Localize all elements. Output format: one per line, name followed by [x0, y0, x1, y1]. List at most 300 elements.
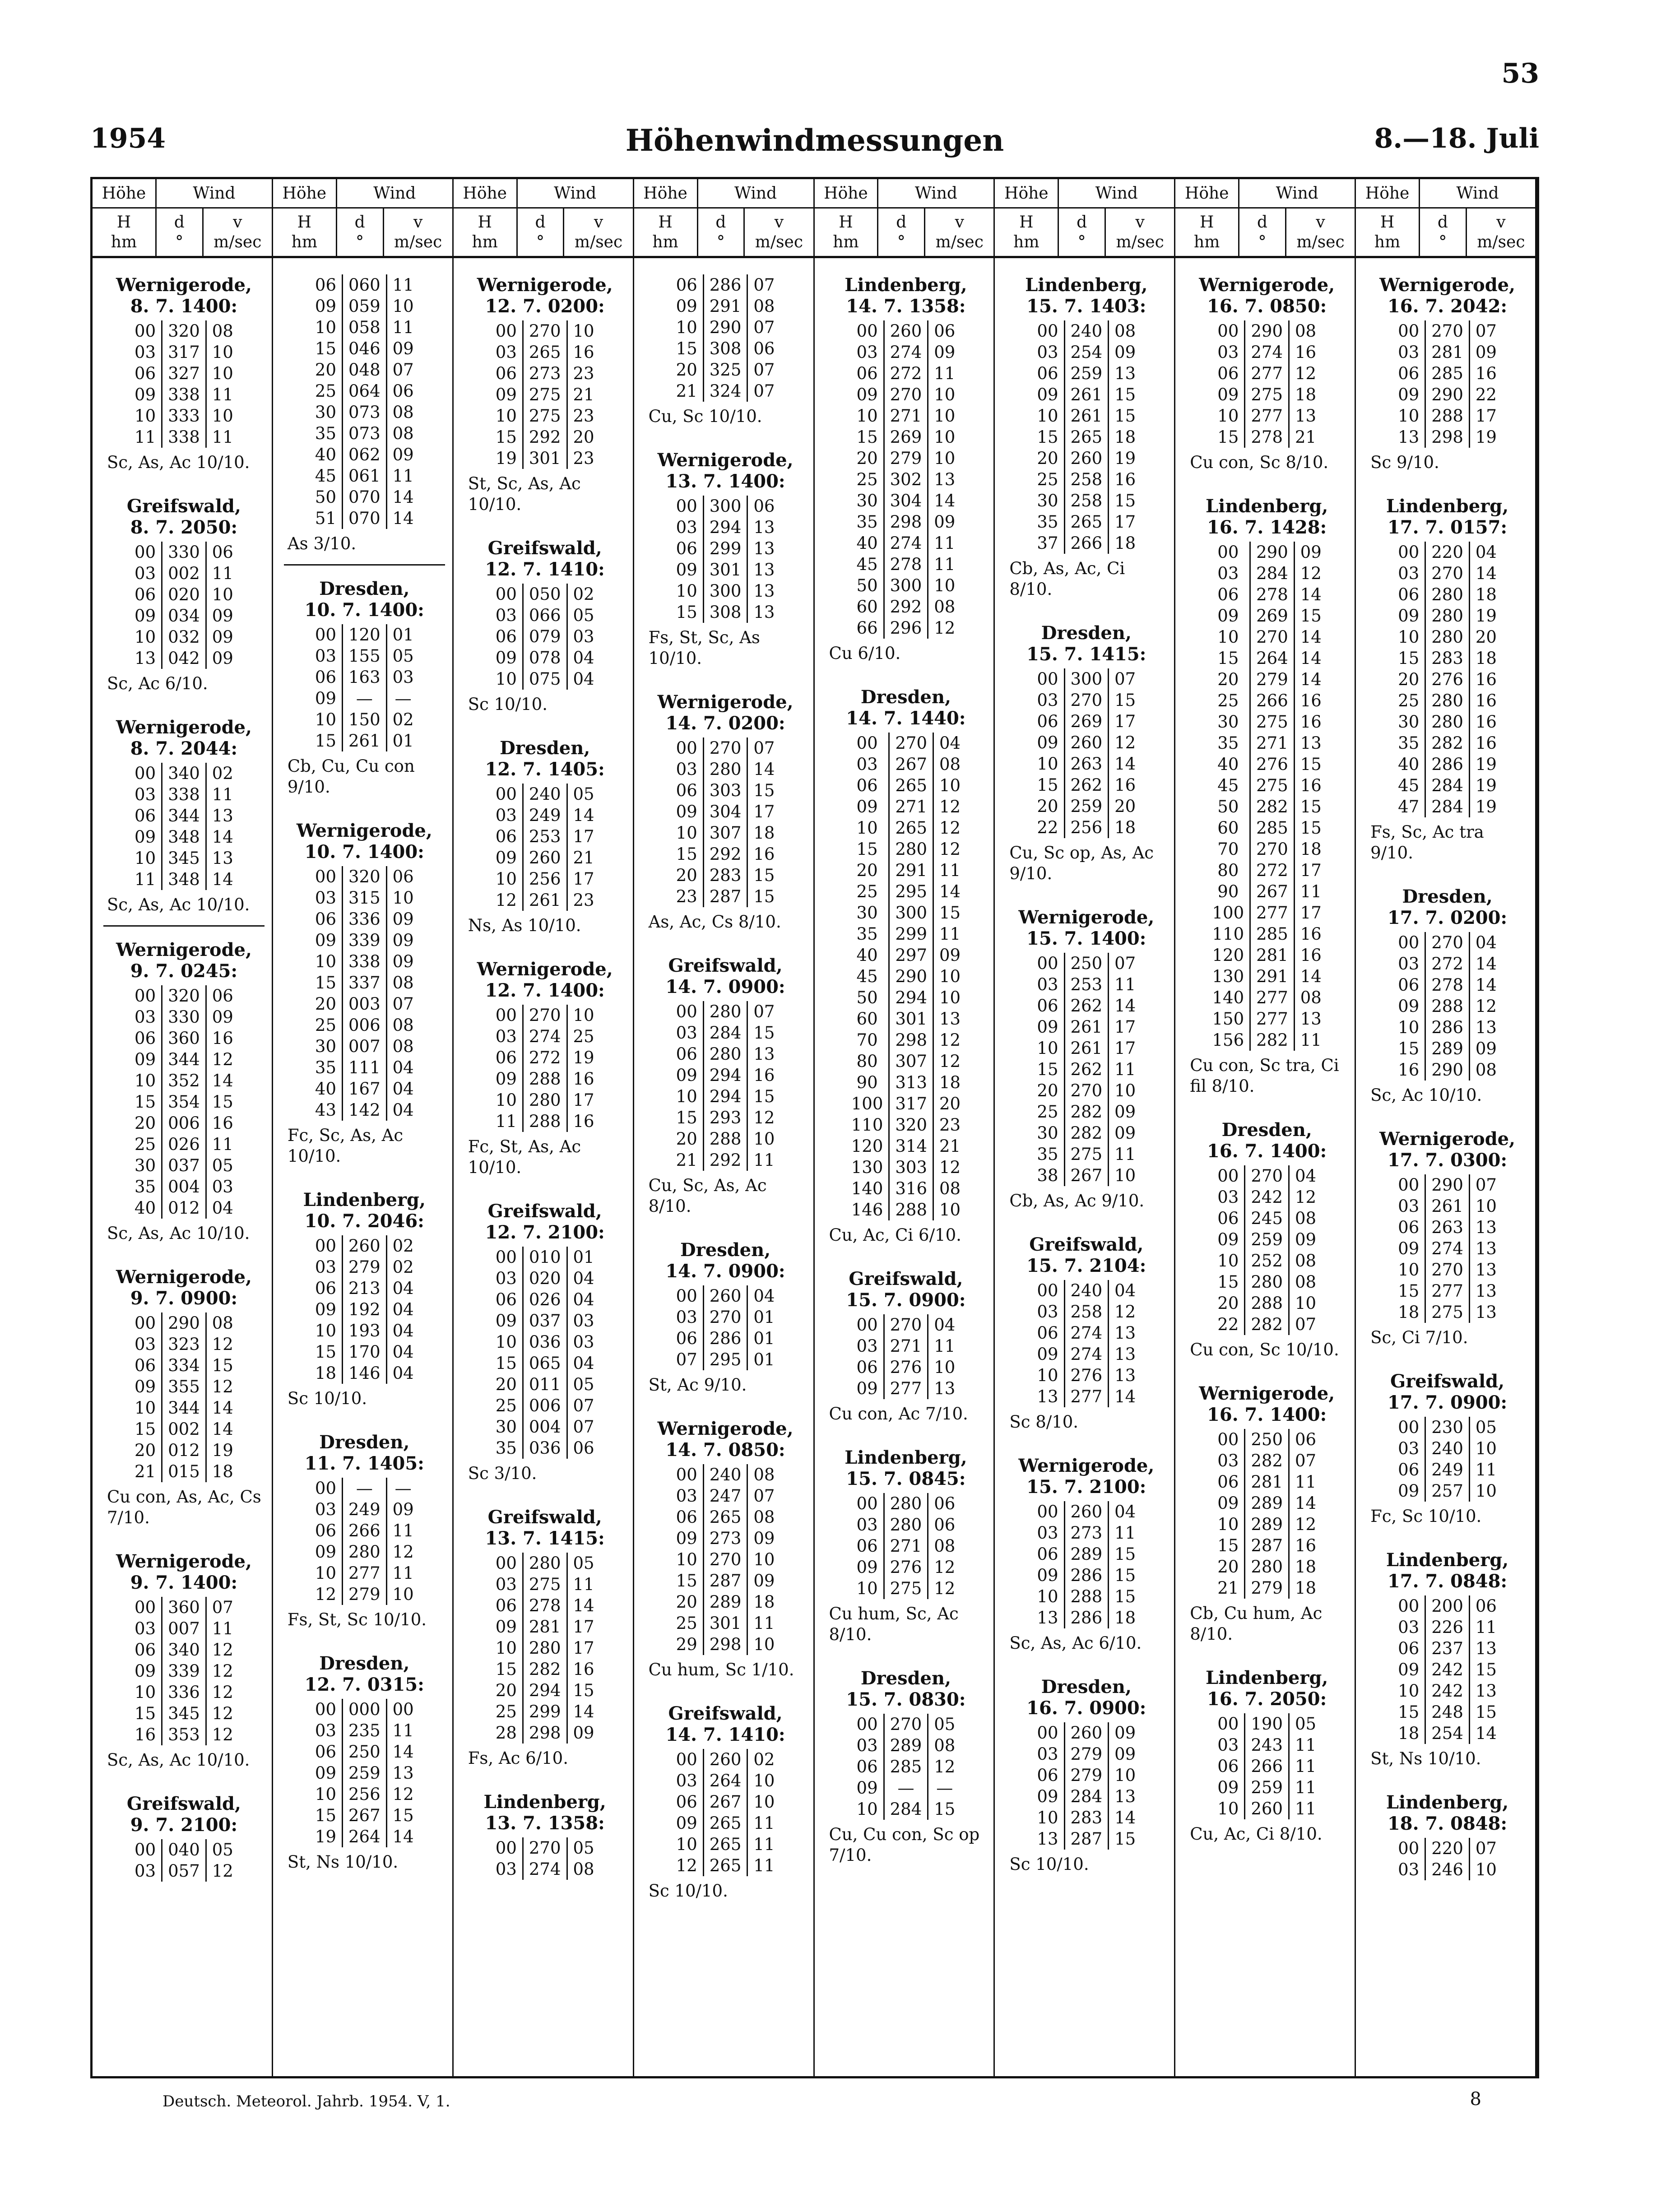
table-row [490, 1659, 600, 1680]
direction-cell: 274 [884, 533, 928, 554]
speed-cell: 08 [753, 1465, 775, 1484]
table-row [490, 1026, 600, 1047]
direction-cell: 262 [1064, 774, 1109, 796]
measurement-datetime: 17. 7. 0848: [1387, 1571, 1508, 1592]
header-wind: Wind [1420, 179, 1535, 209]
height-cell: 70 [1207, 839, 1250, 860]
table-column [1356, 179, 1535, 2076]
table-row [1392, 1417, 1502, 1438]
header-ms: m/sec [1477, 232, 1525, 251]
direction-cell: 280 [703, 1001, 747, 1022]
direction-cell: 265 [1064, 511, 1109, 533]
table-row [129, 648, 239, 669]
height-cell: 30 [1031, 490, 1064, 511]
speed-cell: 00 [392, 1700, 414, 1719]
measurement-datetime: 12. 7. 1405: [485, 759, 605, 780]
table-row [1031, 1386, 1141, 1407]
speed-cell: 05 [1295, 1714, 1317, 1734]
speed-cell: 11 [1114, 1145, 1136, 1164]
readings-table [129, 542, 239, 669]
cloud-note: Cu con, As, Ac, Cs 7/10. [107, 1487, 261, 1527]
table-row [671, 844, 780, 865]
speed-cell: 13 [753, 603, 775, 622]
direction-cell: 338 [343, 951, 387, 972]
height-cell: 06 [310, 274, 343, 296]
height-cell: 00 [1031, 1501, 1064, 1522]
direction-cell: 296 [884, 617, 928, 639]
speed-cell: 13 [1114, 364, 1136, 383]
direction-cell: 260 [1245, 1798, 1289, 1819]
measurement-datetime: 16. 7. 0850: [1207, 296, 1327, 317]
table-row [1031, 511, 1141, 533]
direction-cell: 284 [884, 1799, 928, 1820]
table-row [671, 886, 780, 907]
speed-cell: 12 [392, 1785, 414, 1804]
height-cell: 00 [129, 1597, 162, 1618]
height-cell: 22 [1212, 1314, 1245, 1335]
speed-cell: 05 [573, 1838, 594, 1858]
direction-cell: 272 [523, 1047, 567, 1068]
table-row [1392, 1059, 1502, 1080]
speed-cell: 10 [753, 1635, 775, 1654]
table-row [851, 469, 961, 490]
height-cell: 22 [1031, 817, 1064, 838]
speed-cell: 11 [1475, 1460, 1497, 1479]
speed-cell: 13 [1295, 406, 1317, 426]
header-h: H [116, 213, 131, 232]
height-cell: 03 [1031, 1522, 1064, 1544]
measurement-block [284, 820, 445, 1177]
height-cell: 00 [1392, 932, 1425, 953]
direction-cell: 280 [703, 1043, 747, 1065]
header-wind: Wind [157, 179, 272, 209]
height-cell: 15 [1212, 1535, 1245, 1556]
direction-cell: 271 [884, 1336, 928, 1357]
speed-cell: 17 [573, 869, 594, 889]
direction-cell: 286 [1064, 1607, 1109, 1628]
speed-cell: 10 [1475, 1860, 1497, 1879]
direction-cell: 278 [523, 1595, 567, 1616]
table-row [671, 380, 780, 402]
table-row [1031, 490, 1141, 511]
table-row [1392, 563, 1502, 584]
height-cell: 156 [1207, 1029, 1250, 1051]
table-row [1212, 1229, 1322, 1250]
table-row [1212, 1514, 1322, 1535]
table-row [1392, 584, 1502, 605]
height-cell: 00 [671, 1749, 704, 1770]
direction-cell: 260 [1064, 732, 1109, 753]
height-cell: 00 [310, 1235, 343, 1257]
height-cell: 13 [1031, 1386, 1064, 1407]
measurement-datetime: 15. 7. 1415: [1026, 644, 1146, 665]
speed-cell: 11 [1114, 975, 1136, 994]
station-name: Wernigerode, [477, 274, 613, 296]
station-name: Dresden, [1402, 886, 1493, 907]
speed-cell: 10 [934, 385, 956, 404]
direction-cell: 298 [1425, 427, 1470, 448]
direction-cell: 300 [703, 580, 747, 602]
readings-table [1031, 1280, 1141, 1407]
table-row [1207, 817, 1327, 839]
height-cell: 03 [1212, 1734, 1245, 1756]
height-cell: 12 [490, 890, 523, 911]
measurement-block [645, 1239, 806, 1405]
table-row [1212, 1777, 1322, 1798]
table-row [310, 866, 419, 887]
height-cell: 03 [1392, 1859, 1425, 1880]
header-hm: hm [111, 232, 137, 251]
height-cell: 35 [310, 423, 343, 444]
direction-cell: 020 [162, 584, 206, 605]
height-cell: 150 [1207, 1008, 1250, 1029]
table-row [310, 1036, 419, 1057]
direction-cell: 060 [343, 274, 387, 296]
column-header [93, 179, 272, 258]
direction-cell: 260 [1064, 1501, 1109, 1522]
direction-cell: 265 [703, 1813, 747, 1834]
height-cell: 00 [1392, 320, 1425, 342]
direction-cell: 275 [1250, 711, 1295, 733]
speed-cell: 11 [392, 275, 414, 295]
speed-cell: 09 [1114, 1723, 1136, 1743]
height-cell: 15 [1031, 1059, 1064, 1080]
table-row [1392, 1702, 1502, 1723]
height-cell: 00 [490, 320, 523, 342]
table-row [671, 359, 780, 380]
table-row [1031, 1280, 1141, 1301]
speed-cell: 11 [212, 1619, 233, 1638]
table-row [1207, 542, 1327, 563]
direction-cell: 260 [703, 1285, 747, 1307]
speed-cell: 01 [753, 1329, 775, 1348]
table-row [1031, 469, 1141, 490]
height-cell: 06 [671, 1507, 704, 1528]
measurement-block [1186, 496, 1347, 1107]
direction-cell: 258 [1064, 469, 1109, 490]
direction-cell: 270 [1250, 626, 1295, 648]
measurement-block [284, 578, 445, 807]
direction-cell: 260 [703, 1749, 747, 1770]
direction-cell: 280 [523, 1553, 567, 1574]
station-name: Wernigerode, [657, 1418, 794, 1439]
height-cell: 47 [1392, 796, 1425, 817]
table-row [1031, 533, 1141, 554]
table-row [1031, 1722, 1141, 1744]
speed-cell: 10 [934, 1358, 956, 1377]
speed-cell: 10 [392, 297, 414, 316]
height-cell: 06 [851, 1535, 884, 1557]
table-row [851, 1714, 961, 1735]
direction-cell: 070 [343, 508, 387, 529]
table-row [671, 274, 780, 296]
direction-cell: 280 [1245, 1556, 1289, 1577]
height-cell: 03 [671, 1022, 704, 1043]
table-row [310, 1320, 419, 1341]
direction-cell: 048 [343, 359, 387, 380]
speed-cell: 09 [1475, 343, 1497, 362]
height-cell: 06 [490, 1289, 523, 1310]
height-cell: 03 [1031, 1301, 1064, 1322]
table-row [310, 1584, 419, 1605]
height-cell: 50 [1207, 796, 1250, 817]
height-cell: 21 [1212, 1577, 1245, 1599]
table-row [1031, 1322, 1141, 1344]
speed-cell: 12 [212, 1861, 233, 1881]
readings-table [310, 866, 419, 1121]
speed-cell: 01 [392, 731, 414, 751]
direction-cell: 282 [1425, 733, 1470, 754]
direction-cell: 213 [343, 1278, 387, 1299]
header-h: H [1019, 213, 1034, 232]
cloud-note: As 3/10. [287, 534, 357, 553]
measurement-datetime: 16. 7. 0900: [1026, 1697, 1146, 1719]
table-column [634, 179, 815, 2076]
measurement-block [645, 450, 806, 679]
height-cell: 10 [1392, 405, 1425, 427]
table-row [490, 1701, 600, 1722]
direction-cell: 240 [1064, 1280, 1109, 1301]
speed-cell: 08 [934, 1536, 956, 1556]
speed-cell: 15 [1475, 1660, 1497, 1679]
cloud-note: Sc, Ci 7/10. [1370, 1328, 1468, 1347]
speed-cell: 12 [212, 1683, 233, 1702]
table-row [1392, 1259, 1502, 1280]
table-row [846, 796, 966, 817]
height-cell: 15 [1392, 1038, 1425, 1059]
table-row [671, 1591, 780, 1613]
direction-cell: 275 [884, 1578, 928, 1599]
speed-cell: 13 [753, 518, 775, 537]
height-cell: 28 [490, 1722, 523, 1744]
station-name: Dresden, [860, 686, 951, 708]
direction-cell: 294 [703, 517, 747, 538]
table-row [846, 1051, 966, 1072]
direction-cell: 280 [1425, 626, 1470, 648]
table-row [1392, 1038, 1502, 1059]
readings-table [671, 274, 780, 402]
speed-cell: 16 [1475, 691, 1497, 710]
height-cell: 12 [310, 1584, 343, 1605]
readings-table [129, 1839, 239, 1882]
height-cell: 09 [310, 688, 343, 709]
speed-cell: 16 [1295, 343, 1317, 362]
table-row [129, 1397, 239, 1419]
table-row [129, 1355, 239, 1376]
height-cell: 03 [851, 1514, 884, 1535]
speed-cell: 05 [212, 1840, 233, 1860]
direction-cell: 295 [889, 881, 933, 902]
height-cell: 03 [310, 1257, 343, 1278]
direction-cell: 352 [162, 1070, 206, 1091]
height-cell: 09 [490, 384, 523, 405]
measurement-block [1006, 622, 1167, 894]
direction-cell: 272 [1250, 860, 1295, 881]
direction-cell: 046 [343, 338, 387, 359]
height-cell: 50 [846, 987, 889, 1008]
height-cell: 00 [1031, 1280, 1064, 1301]
height-cell: 70 [846, 1029, 889, 1051]
speed-cell: 12 [939, 1158, 961, 1177]
speed-cell: 06 [1295, 1430, 1317, 1449]
direction-cell: 070 [343, 487, 387, 508]
speed-cell: 10 [1475, 1481, 1497, 1501]
table-row [846, 1114, 966, 1136]
height-cell: 35 [310, 1057, 343, 1078]
table-row [129, 763, 239, 784]
table-row [1212, 1450, 1322, 1471]
cloud-note: Cu, Cu con, Sc op 7/10. [829, 1825, 980, 1865]
speed-cell: 08 [753, 297, 775, 316]
table-row [846, 1178, 966, 1199]
height-cell: 18 [310, 1363, 343, 1384]
cloud-note: Fc, Sc, As, Ac 10/10. [287, 1126, 404, 1166]
direction-cell: 277 [1425, 1280, 1470, 1302]
direction-cell: 240 [703, 1464, 747, 1485]
speed-cell: 14 [1475, 1724, 1497, 1743]
station-name: Wernigerode, [296, 820, 432, 841]
direction-cell: 298 [889, 1029, 933, 1051]
direction-cell: 274 [1064, 1322, 1109, 1344]
direction-cell: 270 [884, 384, 928, 405]
speed-cell: 09 [753, 1529, 775, 1548]
height-cell: 09 [1031, 384, 1064, 405]
speed-cell: 04 [1475, 543, 1497, 562]
height-cell: 09 [1031, 1016, 1064, 1038]
table-row [1392, 626, 1502, 648]
direction-cell: 243 [1245, 1734, 1289, 1756]
height-cell: 13 [1031, 1607, 1064, 1628]
cloud-note: St, Sc, As, Ac 10/10. [468, 474, 581, 514]
table-row [846, 733, 966, 754]
direction-cell: 150 [343, 709, 387, 730]
direction-cell: 308 [703, 338, 747, 359]
speed-cell: 07 [212, 1598, 233, 1617]
height-cell: 09 [1031, 1786, 1064, 1807]
table-row [1207, 563, 1327, 584]
direction-cell: 004 [162, 1176, 206, 1197]
table-row [310, 1478, 419, 1499]
table-row [1392, 605, 1502, 626]
height-cell: 03 [671, 759, 704, 780]
table-row [846, 966, 966, 987]
height-cell: 20 [1031, 1080, 1064, 1101]
header-d: d [1437, 213, 1448, 232]
table-row [310, 1299, 419, 1320]
height-cell: 09 [1207, 605, 1250, 626]
height-cell: 00 [1031, 953, 1064, 974]
table-row [1392, 1174, 1502, 1196]
height-cell: 00 [671, 496, 704, 517]
speed-cell: 19 [212, 1441, 233, 1460]
direction-cell: — [884, 1777, 928, 1799]
measurement-datetime: 12. 7. 0315: [304, 1674, 424, 1695]
height-cell: 40 [851, 533, 884, 554]
table-row [129, 1312, 239, 1334]
table-row [310, 444, 419, 465]
cloud-note: Cb, As, Ac, Ci 8/10. [1009, 559, 1125, 599]
height-cell: 03 [1031, 342, 1064, 363]
table-row [846, 881, 966, 902]
speed-cell: 04 [573, 648, 594, 668]
table-row [310, 730, 419, 751]
speed-cell: 16 [1475, 733, 1497, 753]
height-cell: 30 [1031, 1122, 1064, 1144]
height-cell: 10 [490, 1090, 523, 1111]
direction-cell: 249 [523, 805, 567, 826]
speed-cell: 17 [1300, 861, 1322, 880]
measurement-block [464, 1791, 626, 1890]
table-row [129, 1197, 239, 1219]
table-row [1031, 1101, 1141, 1122]
speed-cell: 15 [1114, 1566, 1136, 1585]
direction-cell: 283 [1425, 648, 1470, 669]
measurement-datetime: 15. 7. 0830: [846, 1689, 966, 1710]
height-cell: 10 [129, 626, 162, 648]
speed-cell: 15 [1475, 1702, 1497, 1722]
height-cell: 45 [851, 554, 884, 575]
table-row [671, 1328, 780, 1349]
table-row [129, 384, 239, 405]
speed-cell: 16 [1475, 670, 1497, 689]
speed-cell: 12 [392, 1542, 414, 1562]
speed-cell: 15 [753, 1023, 775, 1043]
table-row [851, 363, 961, 384]
measurement-block [1186, 274, 1347, 483]
height-cell: 50 [310, 487, 343, 508]
height-cell: 15 [846, 839, 889, 860]
table-row [1207, 584, 1327, 605]
height-cell: 09 [1392, 1480, 1425, 1502]
speed-cell: 16 [1114, 775, 1136, 795]
speed-cell: 12 [939, 1052, 961, 1071]
direction-cell: 279 [1064, 1765, 1109, 1786]
direction-cell: 275 [1245, 384, 1289, 405]
speed-cell: 08 [392, 1037, 414, 1056]
measurement-datetime: 15. 7. 0845: [846, 1468, 966, 1489]
height-cell: 66 [851, 617, 884, 639]
speed-cell: 14 [1300, 967, 1322, 986]
direction-cell: 267 [703, 1791, 747, 1813]
height-cell: 00 [1212, 1713, 1245, 1734]
station-name: Wernigerode, [657, 450, 794, 471]
speed-cell: 18 [1114, 1608, 1136, 1628]
height-cell: 00 [671, 1464, 704, 1485]
height-cell: 00 [851, 1493, 884, 1514]
table-row [1031, 732, 1141, 753]
direction-cell: 320 [889, 1114, 933, 1136]
height-cell: 21 [671, 380, 704, 402]
direction-cell: 290 [889, 966, 933, 987]
height-cell: 03 [129, 1006, 162, 1028]
height-cell: 20 [490, 1680, 523, 1701]
direction-cell: 290 [162, 1312, 206, 1334]
speed-cell: 09 [573, 1723, 594, 1743]
cloud-note: Cu, Sc op, As, Ac 9/10. [1009, 843, 1154, 883]
cloud-note: Cu hum, Sc, Ac 8/10. [829, 1604, 959, 1644]
direction-cell: 302 [884, 469, 928, 490]
speed-cell: 18 [1475, 585, 1497, 604]
height-cell: 09 [490, 1310, 523, 1331]
height-cell: 03 [851, 1336, 884, 1357]
direction-cell: 249 [1425, 1459, 1470, 1480]
speed-cell: 07 [753, 360, 775, 380]
table-row [671, 801, 780, 822]
table-row [1392, 1238, 1502, 1259]
direction-cell: 266 [1064, 533, 1109, 554]
direction-cell: 026 [523, 1289, 567, 1310]
direction-cell: 348 [162, 869, 206, 890]
